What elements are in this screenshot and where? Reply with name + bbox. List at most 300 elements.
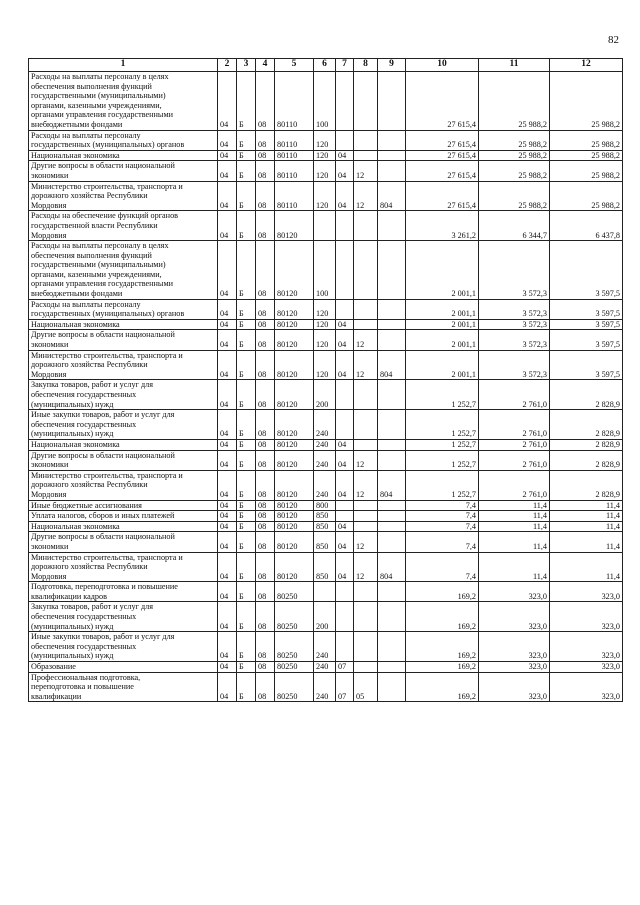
- cell-col-3: Б: [237, 521, 256, 532]
- row-name: [29, 330, 218, 350]
- cell-col-3: Б: [237, 602, 256, 632]
- cell-col-10: 1 252,7: [406, 410, 479, 440]
- row-name-line: Другие вопросы в области национальной: [31, 450, 175, 460]
- row-name-line: Мордовия: [31, 571, 67, 581]
- row-name-line: Мордовия: [31, 369, 67, 379]
- row-name: [29, 632, 218, 662]
- cell-col-5: 80250: [275, 632, 314, 662]
- cell-col-8: 12: [354, 350, 378, 380]
- cell-col-7: [336, 632, 354, 662]
- cell-col-3: Б: [237, 72, 256, 131]
- row-name-line: дорожного хозяйства Республики: [31, 360, 148, 370]
- cell-col-9: [378, 521, 406, 532]
- cell-col-12: 25 988,2: [550, 150, 623, 161]
- cell-col-9: [378, 380, 406, 410]
- cell-col-9: [378, 632, 406, 662]
- cell-col-7: 07: [336, 672, 354, 702]
- cell-col-8: [354, 130, 378, 150]
- row-name: [29, 241, 218, 300]
- cell-col-11: 3 572,3: [479, 350, 550, 380]
- cell-col-5: 80120: [275, 500, 314, 511]
- cell-col-5: 80120: [275, 511, 314, 522]
- cell-col-4: 08: [256, 521, 275, 532]
- cell-col-4: 08: [256, 470, 275, 500]
- row-name-line: Мордовия: [31, 200, 67, 210]
- cell-col-2: 04: [218, 181, 237, 211]
- row-name-line: государственными (муниципальными): [31, 91, 166, 101]
- cell-col-11: 2 761,0: [479, 439, 550, 450]
- cell-col-7: 04: [336, 330, 354, 350]
- row-name-line: Расходы на выплаты персоналу в целях: [31, 241, 169, 251]
- cell-col-6: 850: [314, 532, 336, 552]
- cell-col-2: 04: [218, 72, 237, 131]
- cell-col-8: 12: [354, 181, 378, 211]
- cell-col-6: [314, 211, 336, 241]
- cell-col-3: Б: [237, 632, 256, 662]
- cell-col-8: [354, 602, 378, 632]
- cell-col-2: 04: [218, 500, 237, 511]
- cell-col-2: 04: [218, 632, 237, 662]
- table-row: [29, 150, 623, 161]
- column-header-1: 1: [29, 59, 218, 72]
- row-name: [29, 521, 218, 532]
- cell-col-8: [354, 511, 378, 522]
- cell-col-4: 08: [256, 181, 275, 211]
- cell-col-5: 80120: [275, 450, 314, 470]
- cell-col-9: [378, 511, 406, 522]
- cell-col-7: 04: [336, 181, 354, 211]
- cell-col-10: 1 252,7: [406, 470, 479, 500]
- cell-col-5: 80250: [275, 602, 314, 632]
- row-name-line: дорожного хозяйства Республики: [31, 480, 148, 490]
- cell-col-11: 6 344,7: [479, 211, 550, 241]
- cell-col-11: 11,4: [479, 511, 550, 522]
- cell-col-8: [354, 241, 378, 300]
- cell-col-10: 169,2: [406, 662, 479, 673]
- cell-col-9: 804: [378, 350, 406, 380]
- cell-col-12: 323,0: [550, 672, 623, 702]
- cell-col-3: Б: [237, 380, 256, 410]
- cell-col-11: 3 572,3: [479, 330, 550, 350]
- column-header-10: 10: [406, 59, 479, 72]
- cell-col-7: [336, 299, 354, 319]
- cell-col-9: [378, 500, 406, 511]
- cell-col-11: 25 988,2: [479, 130, 550, 150]
- cell-col-4: 08: [256, 552, 275, 582]
- cell-col-4: 08: [256, 662, 275, 673]
- cell-col-10: 27 615,4: [406, 161, 479, 181]
- table-row: [29, 521, 623, 532]
- cell-col-10: 169,2: [406, 672, 479, 702]
- cell-col-9: [378, 150, 406, 161]
- row-name-line: Национальная экономика: [31, 150, 120, 160]
- row-name-line: экономики: [31, 541, 69, 551]
- row-name-line: (муниципальных) нужд: [31, 651, 114, 661]
- row-name: [29, 450, 218, 470]
- cell-col-3: Б: [237, 350, 256, 380]
- cell-col-10: 169,2: [406, 602, 479, 632]
- column-header-9: 9: [378, 59, 406, 72]
- row-name-line: Расходы на обеспечение функций органов: [31, 211, 179, 221]
- cell-col-8: [354, 439, 378, 450]
- cell-col-2: 04: [218, 150, 237, 161]
- cell-col-3: Б: [237, 211, 256, 241]
- row-name: [29, 299, 218, 319]
- row-name-line: экономики: [31, 460, 69, 470]
- cell-col-8: 12: [354, 330, 378, 350]
- row-name: [29, 532, 218, 552]
- table-row: [29, 532, 623, 552]
- cell-col-5: 80250: [275, 582, 314, 602]
- cell-col-2: 04: [218, 439, 237, 450]
- row-name-line: (муниципальных) нужд: [31, 621, 114, 631]
- row-name-line: обеспечения государственных: [31, 612, 137, 622]
- cell-col-10: 7,4: [406, 532, 479, 552]
- row-name-line: государственных (муниципальных) органов: [31, 140, 185, 150]
- cell-col-2: 04: [218, 319, 237, 330]
- cell-col-12: 3 597,5: [550, 319, 623, 330]
- row-name-line: квалификации: [31, 691, 82, 701]
- row-name: [29, 181, 218, 211]
- row-name-line: Расходы на выплаты персоналу: [31, 299, 141, 309]
- cell-col-10: 3 261,2: [406, 211, 479, 241]
- cell-col-12: 3 597,5: [550, 299, 623, 319]
- row-name: [29, 319, 218, 330]
- cell-col-3: Б: [237, 150, 256, 161]
- row-name: [29, 582, 218, 602]
- table-row: [29, 500, 623, 511]
- cell-col-6: 120: [314, 319, 336, 330]
- cell-col-12: 323,0: [550, 602, 623, 632]
- cell-col-10: 169,2: [406, 632, 479, 662]
- cell-col-7: 07: [336, 662, 354, 673]
- cell-col-3: Б: [237, 299, 256, 319]
- budget-table: [28, 58, 623, 702]
- cell-col-12: 11,4: [550, 552, 623, 582]
- cell-col-9: [378, 662, 406, 673]
- cell-col-9: [378, 330, 406, 350]
- cell-col-9: [378, 672, 406, 702]
- cell-col-7: 04: [336, 521, 354, 532]
- cell-col-9: [378, 582, 406, 602]
- row-name: [29, 130, 218, 150]
- cell-col-6: 240: [314, 470, 336, 500]
- cell-col-8: [354, 632, 378, 662]
- row-name: [29, 672, 218, 702]
- cell-col-6: 240: [314, 632, 336, 662]
- row-name-line: Уплата налогов, сборов и иных платежей: [31, 511, 175, 521]
- cell-col-7: 04: [336, 439, 354, 450]
- cell-col-5: 80120: [275, 241, 314, 300]
- cell-col-7: [336, 500, 354, 511]
- cell-col-11: 323,0: [479, 662, 550, 673]
- cell-col-9: [378, 241, 406, 300]
- row-name: [29, 602, 218, 632]
- cell-col-4: 08: [256, 161, 275, 181]
- cell-col-3: Б: [237, 161, 256, 181]
- row-name-line: обеспечения государственных: [31, 419, 137, 429]
- cell-col-9: 804: [378, 181, 406, 211]
- row-name-line: обеспечения выполнения функций: [31, 250, 152, 260]
- cell-col-11: 323,0: [479, 582, 550, 602]
- cell-col-5: 80120: [275, 330, 314, 350]
- cell-col-2: 04: [218, 532, 237, 552]
- row-name-line: государственной власти Республики: [31, 220, 158, 230]
- row-name-line: Иные бюджетные ассигнования: [31, 500, 142, 510]
- row-name-line: Расходы на выплаты персоналу в целях: [31, 72, 169, 81]
- cell-col-2: 04: [218, 662, 237, 673]
- cell-col-2: 04: [218, 350, 237, 380]
- cell-col-4: 08: [256, 241, 275, 300]
- row-name: [29, 552, 218, 582]
- cell-col-4: 08: [256, 319, 275, 330]
- cell-col-5: 80120: [275, 410, 314, 440]
- cell-col-5: 80120: [275, 350, 314, 380]
- cell-col-7: [336, 241, 354, 300]
- cell-col-11: 2 761,0: [479, 450, 550, 470]
- cell-col-4: 08: [256, 410, 275, 440]
- cell-col-9: [378, 72, 406, 131]
- row-name-line: (муниципальных) нужд: [31, 399, 114, 409]
- cell-col-12: 2 828,9: [550, 380, 623, 410]
- row-name-line: дорожного хозяйства Республики: [31, 562, 148, 572]
- row-name-line: Иные закупки товаров, работ и услуг для: [31, 410, 175, 420]
- cell-col-12: 3 597,5: [550, 241, 623, 300]
- row-name-line: квалификации кадров: [31, 591, 107, 601]
- cell-col-2: 04: [218, 672, 237, 702]
- cell-col-7: 04: [336, 161, 354, 181]
- table-row: [29, 161, 623, 181]
- row-name-line: Министерство строительства, транспорта и: [31, 552, 183, 562]
- column-header-5: 5: [275, 59, 314, 72]
- table-row: [29, 72, 623, 131]
- cell-col-9: [378, 439, 406, 450]
- cell-col-2: 04: [218, 410, 237, 440]
- cell-col-6: [314, 582, 336, 602]
- cell-col-3: Б: [237, 582, 256, 602]
- cell-col-2: 04: [218, 521, 237, 532]
- row-name: [29, 470, 218, 500]
- cell-col-9: [378, 450, 406, 470]
- cell-col-5: 80120: [275, 299, 314, 319]
- cell-col-8: [354, 72, 378, 131]
- cell-col-6: 120: [314, 299, 336, 319]
- cell-col-8: [354, 380, 378, 410]
- cell-col-9: [378, 319, 406, 330]
- row-name: [29, 662, 218, 673]
- row-name-line: Другие вопросы в области национальной: [31, 330, 175, 340]
- cell-col-12: 11,4: [550, 511, 623, 522]
- table-row: [29, 350, 623, 380]
- cell-col-12: 11,4: [550, 500, 623, 511]
- row-name-line: Мордовия: [31, 489, 67, 499]
- table-header-row: [29, 59, 623, 72]
- row-name-line: органами управления государственными: [31, 110, 174, 120]
- cell-col-10: 27 615,4: [406, 150, 479, 161]
- cell-col-12: 11,4: [550, 521, 623, 532]
- row-name-line: Министерство строительства, транспорта и: [31, 350, 183, 360]
- cell-col-3: Б: [237, 450, 256, 470]
- cell-col-7: 04: [336, 450, 354, 470]
- cell-col-4: 08: [256, 582, 275, 602]
- cell-col-6: 240: [314, 450, 336, 470]
- cell-col-6: 100: [314, 72, 336, 131]
- cell-col-7: [336, 380, 354, 410]
- cell-col-8: 12: [354, 532, 378, 552]
- cell-col-10: 7,4: [406, 521, 479, 532]
- cell-col-9: 804: [378, 470, 406, 500]
- row-name-line: государственных (муниципальных) органов: [31, 309, 185, 319]
- cell-col-5: 80120: [275, 319, 314, 330]
- cell-col-7: [336, 72, 354, 131]
- cell-col-4: 08: [256, 130, 275, 150]
- cell-col-7: [336, 410, 354, 440]
- row-name-line: Национальная экономика: [31, 521, 120, 531]
- row-name-line: Национальная экономика: [31, 439, 120, 449]
- cell-col-3: Б: [237, 241, 256, 300]
- cell-col-10: 1 252,7: [406, 450, 479, 470]
- cell-col-2: 04: [218, 602, 237, 632]
- cell-col-8: 12: [354, 450, 378, 470]
- cell-col-11: 25 988,2: [479, 181, 550, 211]
- cell-col-5: 80120: [275, 532, 314, 552]
- cell-col-7: 04: [336, 470, 354, 500]
- cell-col-7: [336, 511, 354, 522]
- table-row: [29, 602, 623, 632]
- cell-col-5: 80120: [275, 521, 314, 532]
- cell-col-3: Б: [237, 532, 256, 552]
- cell-col-4: 08: [256, 532, 275, 552]
- row-name-line: Мордовия: [31, 230, 67, 240]
- cell-col-11: 2 761,0: [479, 410, 550, 440]
- cell-col-4: 08: [256, 72, 275, 131]
- row-name: [29, 500, 218, 511]
- cell-col-2: 04: [218, 470, 237, 500]
- row-name-line: органами, казенными учреждениями,: [31, 269, 162, 279]
- cell-col-3: Б: [237, 662, 256, 673]
- row-name-line: обеспечения выполнения функций: [31, 81, 152, 91]
- cell-col-6: 850: [314, 552, 336, 582]
- row-name: [29, 161, 218, 181]
- cell-col-12: 25 988,2: [550, 181, 623, 211]
- table-row: [29, 662, 623, 673]
- cell-col-5: 80120: [275, 439, 314, 450]
- cell-col-12: 25 988,2: [550, 161, 623, 181]
- row-name-line: (муниципальных) нужд: [31, 429, 114, 439]
- cell-col-5: 80110: [275, 161, 314, 181]
- table-row: [29, 450, 623, 470]
- cell-col-9: [378, 410, 406, 440]
- table-row: [29, 299, 623, 319]
- cell-col-8: 12: [354, 552, 378, 582]
- column-header-4: 4: [256, 59, 275, 72]
- cell-col-6: 120: [314, 330, 336, 350]
- row-name-line: Другие вопросы в области национальной: [31, 161, 175, 171]
- cell-col-10: 2 001,1: [406, 330, 479, 350]
- table-row: [29, 470, 623, 500]
- cell-col-5: 80110: [275, 72, 314, 131]
- cell-col-2: 04: [218, 130, 237, 150]
- cell-col-6: 240: [314, 410, 336, 440]
- cell-col-12: 323,0: [550, 632, 623, 662]
- cell-col-3: Б: [237, 181, 256, 211]
- table-row: [29, 130, 623, 150]
- cell-col-2: 04: [218, 450, 237, 470]
- cell-col-12: 25 988,2: [550, 72, 623, 131]
- cell-col-9: [378, 532, 406, 552]
- cell-col-3: Б: [237, 439, 256, 450]
- cell-col-4: 08: [256, 500, 275, 511]
- cell-col-11: 25 988,2: [479, 72, 550, 131]
- table-row: [29, 181, 623, 211]
- cell-col-8: 05: [354, 672, 378, 702]
- table-row: [29, 582, 623, 602]
- row-name: [29, 380, 218, 410]
- cell-col-3: Б: [237, 672, 256, 702]
- row-name-line: экономики: [31, 170, 69, 180]
- row-name-line: Профессиональная подготовка,: [31, 672, 141, 682]
- cell-col-2: 04: [218, 552, 237, 582]
- table-row: [29, 380, 623, 410]
- table-row: [29, 439, 623, 450]
- page-number: 82: [608, 34, 619, 46]
- cell-col-12: 323,0: [550, 582, 623, 602]
- cell-col-6: 200: [314, 602, 336, 632]
- cell-col-5: 80120: [275, 552, 314, 582]
- table-row: [29, 672, 623, 702]
- cell-col-3: Б: [237, 511, 256, 522]
- column-header-2: 2: [218, 59, 237, 72]
- cell-col-6: 240: [314, 439, 336, 450]
- table-row: [29, 330, 623, 350]
- cell-col-12: 3 597,5: [550, 330, 623, 350]
- row-name: [29, 211, 218, 241]
- cell-col-8: 12: [354, 470, 378, 500]
- row-name-line: Другие вопросы в области национальной: [31, 532, 175, 542]
- cell-col-3: Б: [237, 130, 256, 150]
- row-name-line: государственными (муниципальными): [31, 260, 166, 270]
- column-header-3: 3: [237, 59, 256, 72]
- row-name-line: обеспечения государственных: [31, 390, 137, 399]
- cell-col-7: [336, 582, 354, 602]
- cell-col-9: [378, 161, 406, 181]
- column-header-7: 7: [336, 59, 354, 72]
- cell-col-7: 04: [336, 350, 354, 380]
- cell-col-4: 08: [256, 439, 275, 450]
- column-header-11: 11: [479, 59, 550, 72]
- cell-col-2: 04: [218, 330, 237, 350]
- cell-col-5: 80250: [275, 662, 314, 673]
- cell-col-5: 80120: [275, 380, 314, 410]
- cell-col-6: 240: [314, 672, 336, 702]
- cell-col-12: 2 828,9: [550, 450, 623, 470]
- cell-col-11: 25 988,2: [479, 150, 550, 161]
- cell-col-10: 2 001,1: [406, 299, 479, 319]
- cell-col-4: 08: [256, 511, 275, 522]
- row-name-line: экономики: [31, 340, 69, 350]
- cell-col-6: 200: [314, 380, 336, 410]
- cell-col-6: 100: [314, 241, 336, 300]
- cell-col-8: [354, 500, 378, 511]
- cell-col-10: 1 252,7: [406, 380, 479, 410]
- cell-col-10: 7,4: [406, 552, 479, 582]
- cell-col-12: 2 828,9: [550, 439, 623, 450]
- row-name-line: Образование: [31, 662, 76, 672]
- cell-col-10: 2 001,1: [406, 241, 479, 300]
- cell-col-3: Б: [237, 410, 256, 440]
- row-name-line: органами управления государственными: [31, 279, 174, 289]
- cell-col-6: 120: [314, 150, 336, 161]
